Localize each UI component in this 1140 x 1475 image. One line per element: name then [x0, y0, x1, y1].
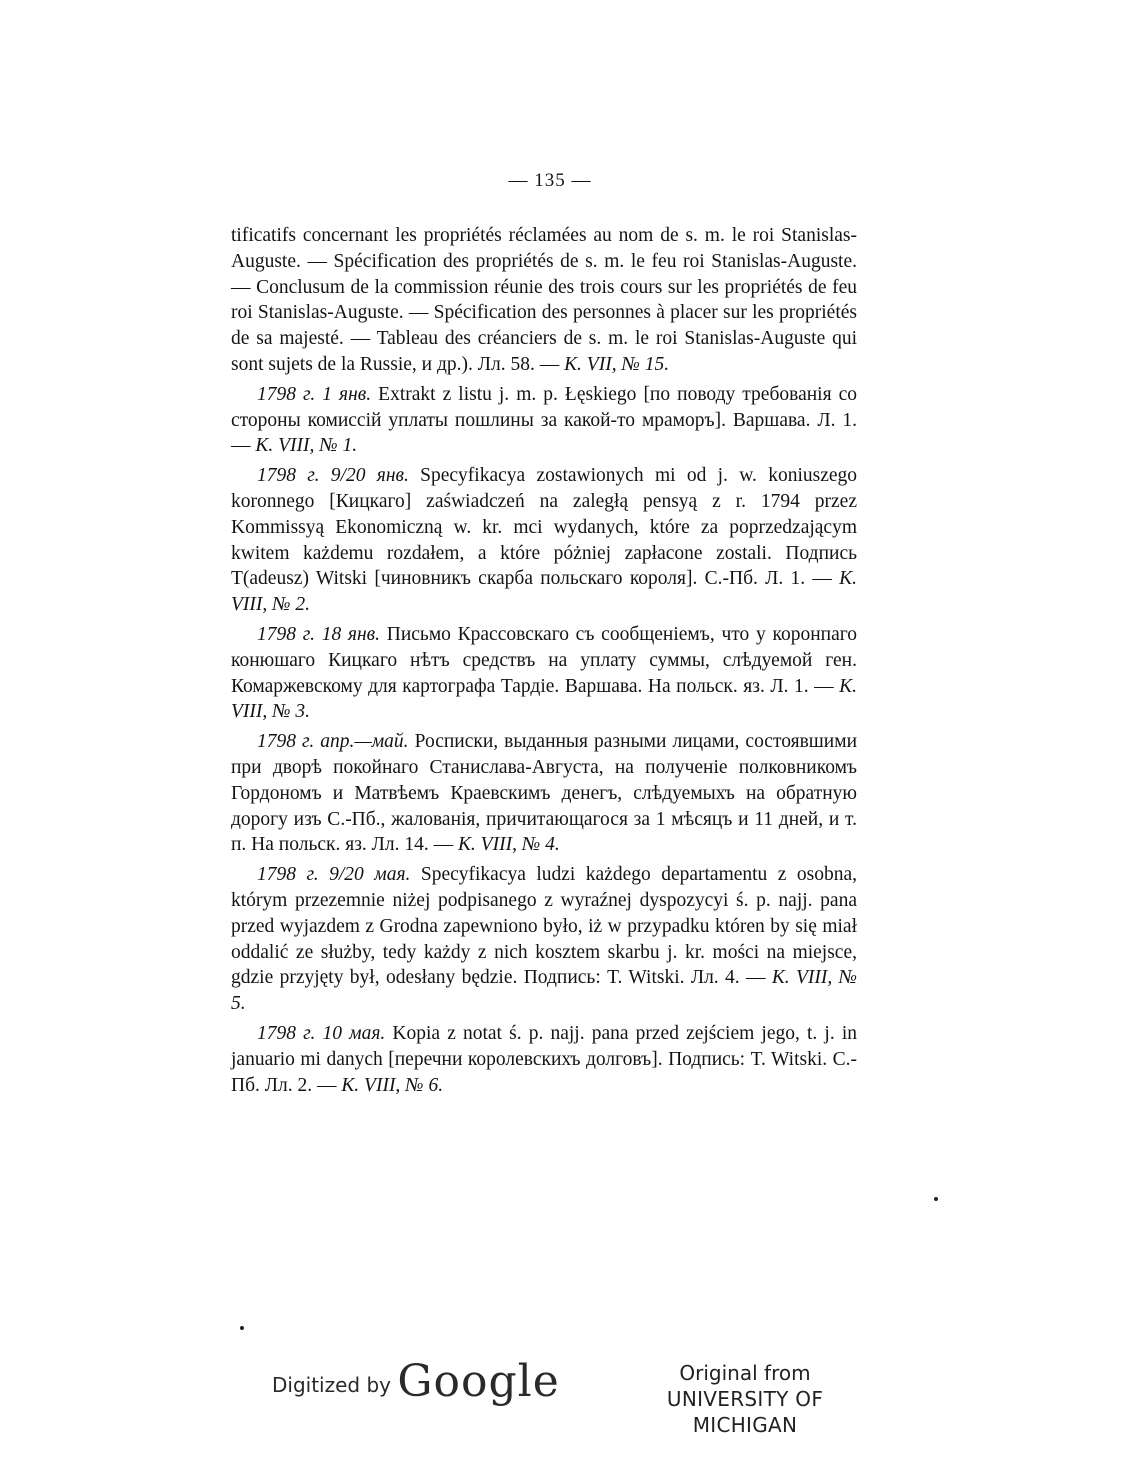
- entry-paragraph: [231, 729, 857, 858]
- digitized-by-notice: [272, 1356, 560, 1407]
- scan-speck: [934, 1197, 938, 1201]
- paragraph-continued: [231, 223, 857, 378]
- entry-text: Specyfikacya zostawionych mi od j. w. koniuszego koronnego [Кицкаго] zaświadczeń na zaległą pensyą z r. 1794 przez Kommissyą Ekonomiczną w. kr. mci wydanych, które za poprzedzającym kwitem każdemu rozdałem, a które póżniej zapłacone zostali. Подпись T(adeusz) Witski [чиновникъ скарба польскаго короля]. С.-Пб. Л. 1. —: [231, 465, 858, 590]
- google-logo: Google: [397, 1356, 560, 1407]
- digitized-prefix: Digitized by: [272, 1373, 391, 1397]
- archive-reference: К. VIII, № 2.: [231, 568, 857, 616]
- archive-reference: К. VIII, № 4.: [457, 834, 560, 856]
- entry-date: 1798 г. 10 мая.: [257, 1022, 386, 1044]
- entry-paragraph: [231, 622, 857, 725]
- entry-paragraph: [231, 382, 857, 459]
- entry-text: Росписки, выданныя разными лицами, состоявшими при дворѣ покойнаго Станислава-Августа, на полученіе полковникомъ Гордономъ и Матвѣемъ Краевскимъ денегъ, слѣдуемыхъ на обратную дорогу изъ С.-Пб., жалованія, причитающагося за 1 мѣсяцъ и 11 дней, и т. п. На польск. яз. Лл. 14. —: [231, 731, 857, 856]
- entry-text: Extrakt z listu j. m. p. Łęskiego [по поводу требованія со стороны комиссій уплаты пошлины за какой-то мраморъ]. Варшава. Л. 1. —: [231, 383, 857, 457]
- archive-reference: К. VIII, № 6.: [341, 1074, 444, 1096]
- source-institution: UNIVERSITY OF MICHIGAN: [666, 1387, 824, 1437]
- entry-text: tificatifs concernant les propriétés réclamées au nom de s. m. le roi Stanislas-Auguste. — Spécification des propriétés de s. m. le feu roi Stanislas-Auguste. — Conclusum de la commission réunie des trois cours sur les propriétés de feu roi Stanislas-Auguste. — Spécification des personnes à placer sur les propriétés de sa majesté. — Tableau des créanciers de s. m. le roi Stanislas-Auguste qui sont sujets de la Russie, и др.). Лл. 58. —: [231, 225, 857, 375]
- archive-reference: К. VII, № 15.: [564, 353, 670, 375]
- entry-text: Kopia z notat ś. p. najj. pana przed zejściem jego, t. j. in januario mi danych [перечни королевскихъ долговъ]. Подпись: T. Witski. С.-Пб. Лл. 2. —: [231, 1022, 858, 1096]
- entry-date: 1798 г. 18 янв.: [257, 623, 381, 645]
- original-source-notice: [620, 1360, 870, 1438]
- archive-reference: К. VIII, № 1.: [255, 435, 358, 457]
- entry-paragraph: [231, 1021, 857, 1098]
- entry-text: Specyfikacya ludzi każdego departamentu z osobna, którym przezemnie niżej podpisanego z wyraźnej dyspozycyi ś. p. najj. pana przed wyjazdem z Grodna zapewniono było, iż w przypadku któren by się miał oddalić ze służby, tedy każdy z nich kosztem skarbu j. kr. mości na miejsce, gdzie przyjęty był, odesłany będzie. Подпись: T. Witski. Лл. 4. —: [231, 864, 857, 989]
- page-number: — 135 —: [508, 170, 592, 191]
- entry-date: 1798 г. апр.—май.: [257, 731, 409, 753]
- entry-paragraph: [231, 862, 857, 1017]
- entry-paragraph: [231, 463, 857, 618]
- entry-date: 1798 г. 9/20 янв.: [257, 465, 409, 487]
- entry-date: 1798 г. 9/20 мая.: [257, 864, 411, 886]
- scan-speck: [240, 1326, 244, 1330]
- entry-date: 1798 г. 1 янв.: [257, 383, 372, 405]
- document-body: [231, 223, 857, 1102]
- archive-reference: К. VIII, № 5.: [231, 967, 857, 1015]
- original-from-label: Original from: [679, 1361, 811, 1385]
- archive-reference: К. VIII, № 3.: [231, 675, 857, 723]
- entry-text: Письмо Крассовскаго съ сообщеніемъ, что у коронпаго конюшаго Кицкаго нѣтъ средствъ на уплату суммы, слѣдуемой ген. Комаржевскому для картографа Тардіе. Варшава. На польск. яз. Л. 1. —: [231, 623, 858, 697]
